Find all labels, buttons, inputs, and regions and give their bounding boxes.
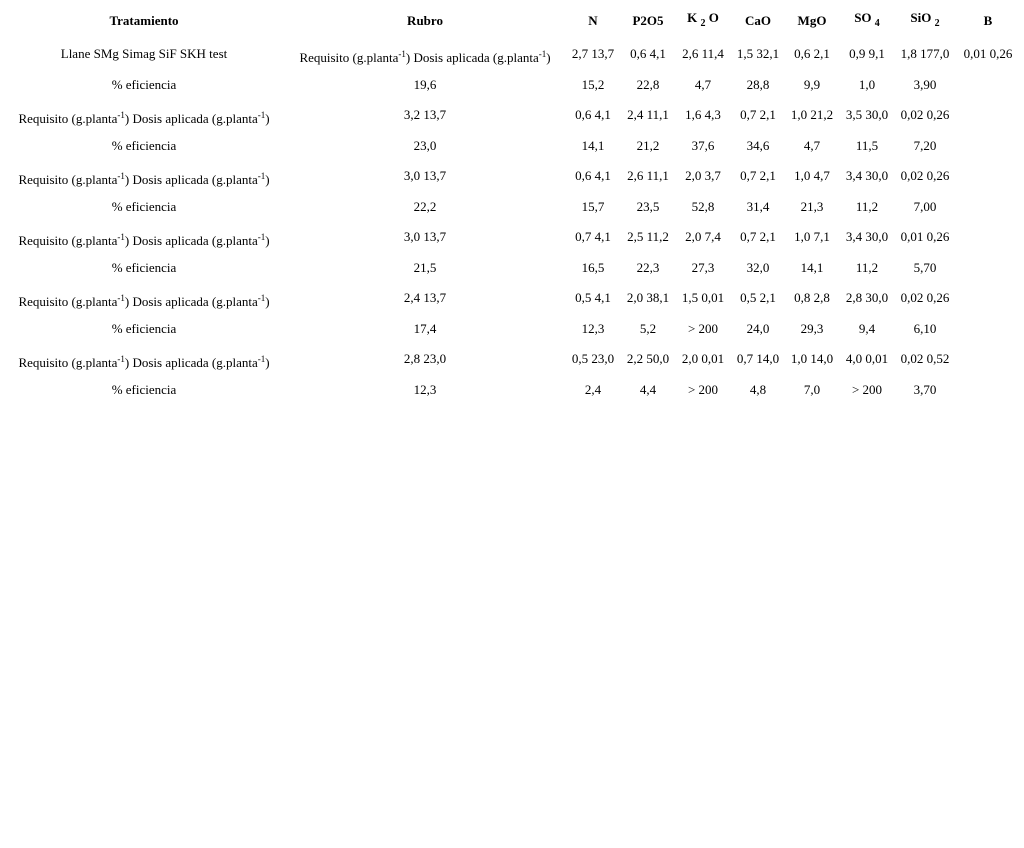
header-so4-so: SO — [854, 10, 872, 25]
value-cell: 1,8 177,0 — [900, 46, 950, 61]
value-cell: 32,0 — [746, 260, 770, 275]
value-cell: 1,5 32,1 — [736, 46, 780, 61]
value-cell: 0,01 0,26 — [900, 229, 950, 244]
value-cell: 0,6 4,1 — [575, 168, 611, 183]
requisito-dosis-label — [299, 50, 550, 66]
tratamiento-cell: % eficiencia — [111, 260, 177, 275]
header-cao: CaO — [745, 13, 771, 28]
header-rubro: Rubro — [407, 13, 443, 28]
requisito-label-sup2: -1 — [257, 232, 266, 242]
requisito-label-post: ) — [265, 172, 270, 187]
value-cell: 2,0 3,7 — [685, 168, 721, 183]
value-cell: 12,3 — [581, 321, 605, 336]
requisito-label-mid: ) Dosis aplicada (g.planta — [124, 233, 258, 248]
requisito-label-sup2: -1 — [257, 354, 266, 364]
value-cell: 11,2 — [855, 260, 879, 275]
value-cell: 37,6 — [691, 138, 715, 153]
value-cell: 15,7 — [581, 199, 605, 214]
value-cell: 0,6 4,1 — [575, 107, 611, 122]
requisito-label-sup1: -1 — [117, 293, 125, 303]
header-k2o-o: O — [708, 10, 719, 25]
value-cell: 0,5 23,0 — [571, 351, 615, 366]
value-cell: 2,5 11,2 — [627, 229, 669, 244]
requisito-label-mid: ) Dosis aplicada (g.planta — [124, 172, 258, 187]
rubro-cell: 21,5 — [413, 260, 437, 275]
value-cell: 21,3 — [800, 199, 824, 214]
value-cell: 21,2 — [636, 138, 660, 153]
value-cell: 3,90 — [913, 77, 937, 92]
value-cell: 22,3 — [636, 260, 660, 275]
header-mgo: MgO — [797, 13, 827, 28]
requisito-dosis-label — [18, 355, 269, 371]
header-n: N — [588, 13, 598, 28]
value-cell: 23,5 — [636, 199, 660, 214]
value-cell: 4,7 — [694, 77, 712, 92]
value-cell: 0,5 2,1 — [740, 290, 776, 305]
value-cell: 2,0 7,4 — [685, 229, 721, 244]
value-cell: 5,2 — [639, 321, 657, 336]
value-cell: 0,6 2,1 — [794, 46, 830, 61]
rubro-cell: 3,0 13,7 — [403, 229, 447, 244]
value-cell: 31,4 — [746, 199, 770, 214]
value-cell: 34,6 — [746, 138, 770, 153]
requisito-label-pre1: Requisito (g.planta — [18, 355, 118, 370]
header-p2o5: P2O5 — [632, 13, 664, 28]
value-cell: 1,0 4,7 — [794, 168, 830, 183]
requisito-label-pre1: Requisito (g.planta — [18, 233, 118, 248]
value-cell: 1,0 7,1 — [794, 229, 830, 244]
header-tratamiento: Tratamiento — [109, 13, 179, 28]
requisito-label-mid: ) Dosis aplicada (g.planta — [124, 294, 258, 309]
tratamiento-cell: % eficiencia — [111, 199, 177, 214]
header-k2o-sub: 2 — [700, 18, 706, 29]
value-cell: 4,8 — [749, 382, 767, 397]
value-cell: 2,7 13,7 — [571, 46, 615, 61]
value-cell: 7,0 — [803, 382, 821, 397]
value-cell: 22,8 — [636, 77, 660, 92]
requisito-label-sup1: -1 — [117, 232, 125, 242]
value-cell: 2,4 11,1 — [627, 107, 669, 122]
value-cell: 0,01 0,26 — [963, 46, 1013, 61]
rubro-cell: 17,4 — [413, 321, 437, 336]
value-cell: 9,9 — [803, 77, 821, 92]
value-cell: 1,6 4,3 — [685, 107, 721, 122]
header-b: B — [983, 13, 993, 28]
value-cell: 28,8 — [746, 77, 770, 92]
rubro-label-sup2: -1 — [538, 49, 547, 59]
requisito-label-sup1: -1 — [117, 354, 125, 364]
value-cell: 27,3 — [691, 260, 715, 275]
rubro-cell: 12,3 — [413, 382, 437, 397]
value-cell: 7,20 — [913, 138, 937, 153]
value-cell: 0,02 0,26 — [900, 107, 950, 122]
value-cell: 29,3 — [800, 321, 824, 336]
rubro-cell: 3,0 13,7 — [403, 168, 447, 183]
value-cell: 3,70 — [913, 382, 937, 397]
requisito-label-sup2: -1 — [257, 293, 266, 303]
value-cell: 1,0 21,2 — [790, 107, 834, 122]
requisito-label-post: ) — [265, 233, 270, 248]
header-k2o — [687, 10, 719, 29]
requisito-label-post: ) — [265, 111, 270, 126]
value-cell: 4,7 — [803, 138, 821, 153]
rubro-cell: 2,8 23,0 — [403, 351, 447, 366]
value-cell: 3,4 30,0 — [845, 168, 889, 183]
rubro-label-pre1: Requisito (g.planta — [299, 50, 399, 65]
value-cell: 1,5 0,01 — [681, 290, 725, 305]
tratamiento-cell: % eficiencia — [111, 77, 177, 92]
requisito-label-pre1: Requisito (g.planta — [18, 172, 118, 187]
value-cell: 2,6 11,4 — [682, 46, 724, 61]
value-cell: > 200 — [687, 382, 719, 397]
value-cell: 0,02 0,52 — [900, 351, 950, 366]
tratamiento-cell: % eficiencia — [111, 138, 177, 153]
tratamiento-cell: Llane SMg Simag SiF SKH test — [60, 46, 228, 61]
value-cell: 2,6 11,1 — [627, 168, 669, 183]
header-so4-sub: 4 — [874, 18, 880, 29]
value-cell: 0,7 2,1 — [740, 229, 776, 244]
requisito-label-pre1: Requisito (g.planta — [18, 111, 118, 126]
requisito-label-pre1: Requisito (g.planta — [18, 294, 118, 309]
header-sio2 — [910, 10, 940, 29]
value-cell: 2,8 30,0 — [845, 290, 889, 305]
rubro-cell: 19,6 — [413, 77, 437, 92]
requisito-label-sup1: -1 — [117, 110, 125, 120]
requisito-dosis-label — [18, 233, 269, 249]
header-so4 — [854, 10, 880, 29]
rubro-cell: 3,2 13,7 — [403, 107, 447, 122]
value-cell: 7,00 — [913, 199, 937, 214]
value-cell: 0,7 2,1 — [740, 107, 776, 122]
value-cell: 4,4 — [639, 382, 657, 397]
value-cell: 0,5 4,1 — [575, 290, 611, 305]
value-cell: 4,0 0,01 — [845, 351, 889, 366]
header-sio2-sio: SiO — [910, 10, 932, 25]
header-sio2-sub: 2 — [934, 18, 940, 29]
value-cell: 0,8 2,8 — [794, 290, 830, 305]
value-cell: 11,2 — [855, 199, 879, 214]
value-cell: 3,4 30,0 — [845, 229, 889, 244]
requisito-label-sup2: -1 — [257, 171, 266, 181]
tratamiento-cell: % eficiencia — [111, 382, 177, 397]
value-cell: 0,9 9,1 — [849, 46, 885, 61]
value-cell: 1,0 — [858, 77, 876, 92]
requisito-label-mid: ) Dosis aplicada (g.planta — [124, 111, 258, 126]
value-cell: 5,70 — [913, 260, 937, 275]
value-cell: 2,2 50,0 — [626, 351, 670, 366]
value-cell: 14,1 — [800, 260, 824, 275]
value-cell: 52,8 — [691, 199, 715, 214]
requisito-dosis-label — [18, 111, 269, 127]
value-cell: 2,4 — [584, 382, 602, 397]
requisito-dosis-label — [18, 172, 269, 188]
rubro-label-post: ) — [546, 50, 551, 65]
rubro-label-sup1: -1 — [398, 49, 406, 59]
value-cell: > 200 — [851, 382, 883, 397]
requisito-label-post: ) — [265, 294, 270, 309]
value-cell: 2,0 0,01 — [681, 351, 725, 366]
rubro-cell: 22,2 — [413, 199, 437, 214]
value-cell: 0,02 0,26 — [900, 168, 950, 183]
value-cell: 0,02 0,26 — [900, 290, 950, 305]
rubro-cell: 23,0 — [413, 138, 437, 153]
header-k2o-k: K — [687, 10, 698, 25]
value-cell: 0,7 4,1 — [575, 229, 611, 244]
requisito-dosis-label — [18, 294, 269, 310]
value-cell: 6,10 — [913, 321, 937, 336]
value-cell: 16,5 — [581, 260, 605, 275]
value-cell: 0,6 4,1 — [630, 46, 666, 61]
value-cell: 24,0 — [746, 321, 770, 336]
requisito-label-mid: ) Dosis aplicada (g.planta — [124, 355, 258, 370]
requisito-label-sup1: -1 — [117, 171, 125, 181]
value-cell: 0,7 2,1 — [740, 168, 776, 183]
value-cell: 1,0 14,0 — [790, 351, 834, 366]
rubro-label-mid: ) Dosis aplicada (g.planta — [405, 50, 539, 65]
value-cell: > 200 — [687, 321, 719, 336]
value-cell: 2,0 38,1 — [626, 290, 670, 305]
value-cell: 15,2 — [581, 77, 605, 92]
rubro-cell: 2,4 13,7 — [403, 290, 447, 305]
requisito-label-post: ) — [265, 355, 270, 370]
value-cell: 9,4 — [858, 321, 876, 336]
value-cell: 14,1 — [581, 138, 605, 153]
value-cell: 11,5 — [855, 138, 879, 153]
requisito-label-sup2: -1 — [257, 110, 266, 120]
tratamiento-cell: % eficiencia — [111, 321, 177, 336]
value-cell: 3,5 30,0 — [845, 107, 889, 122]
value-cell: 0,7 14,0 — [736, 351, 780, 366]
